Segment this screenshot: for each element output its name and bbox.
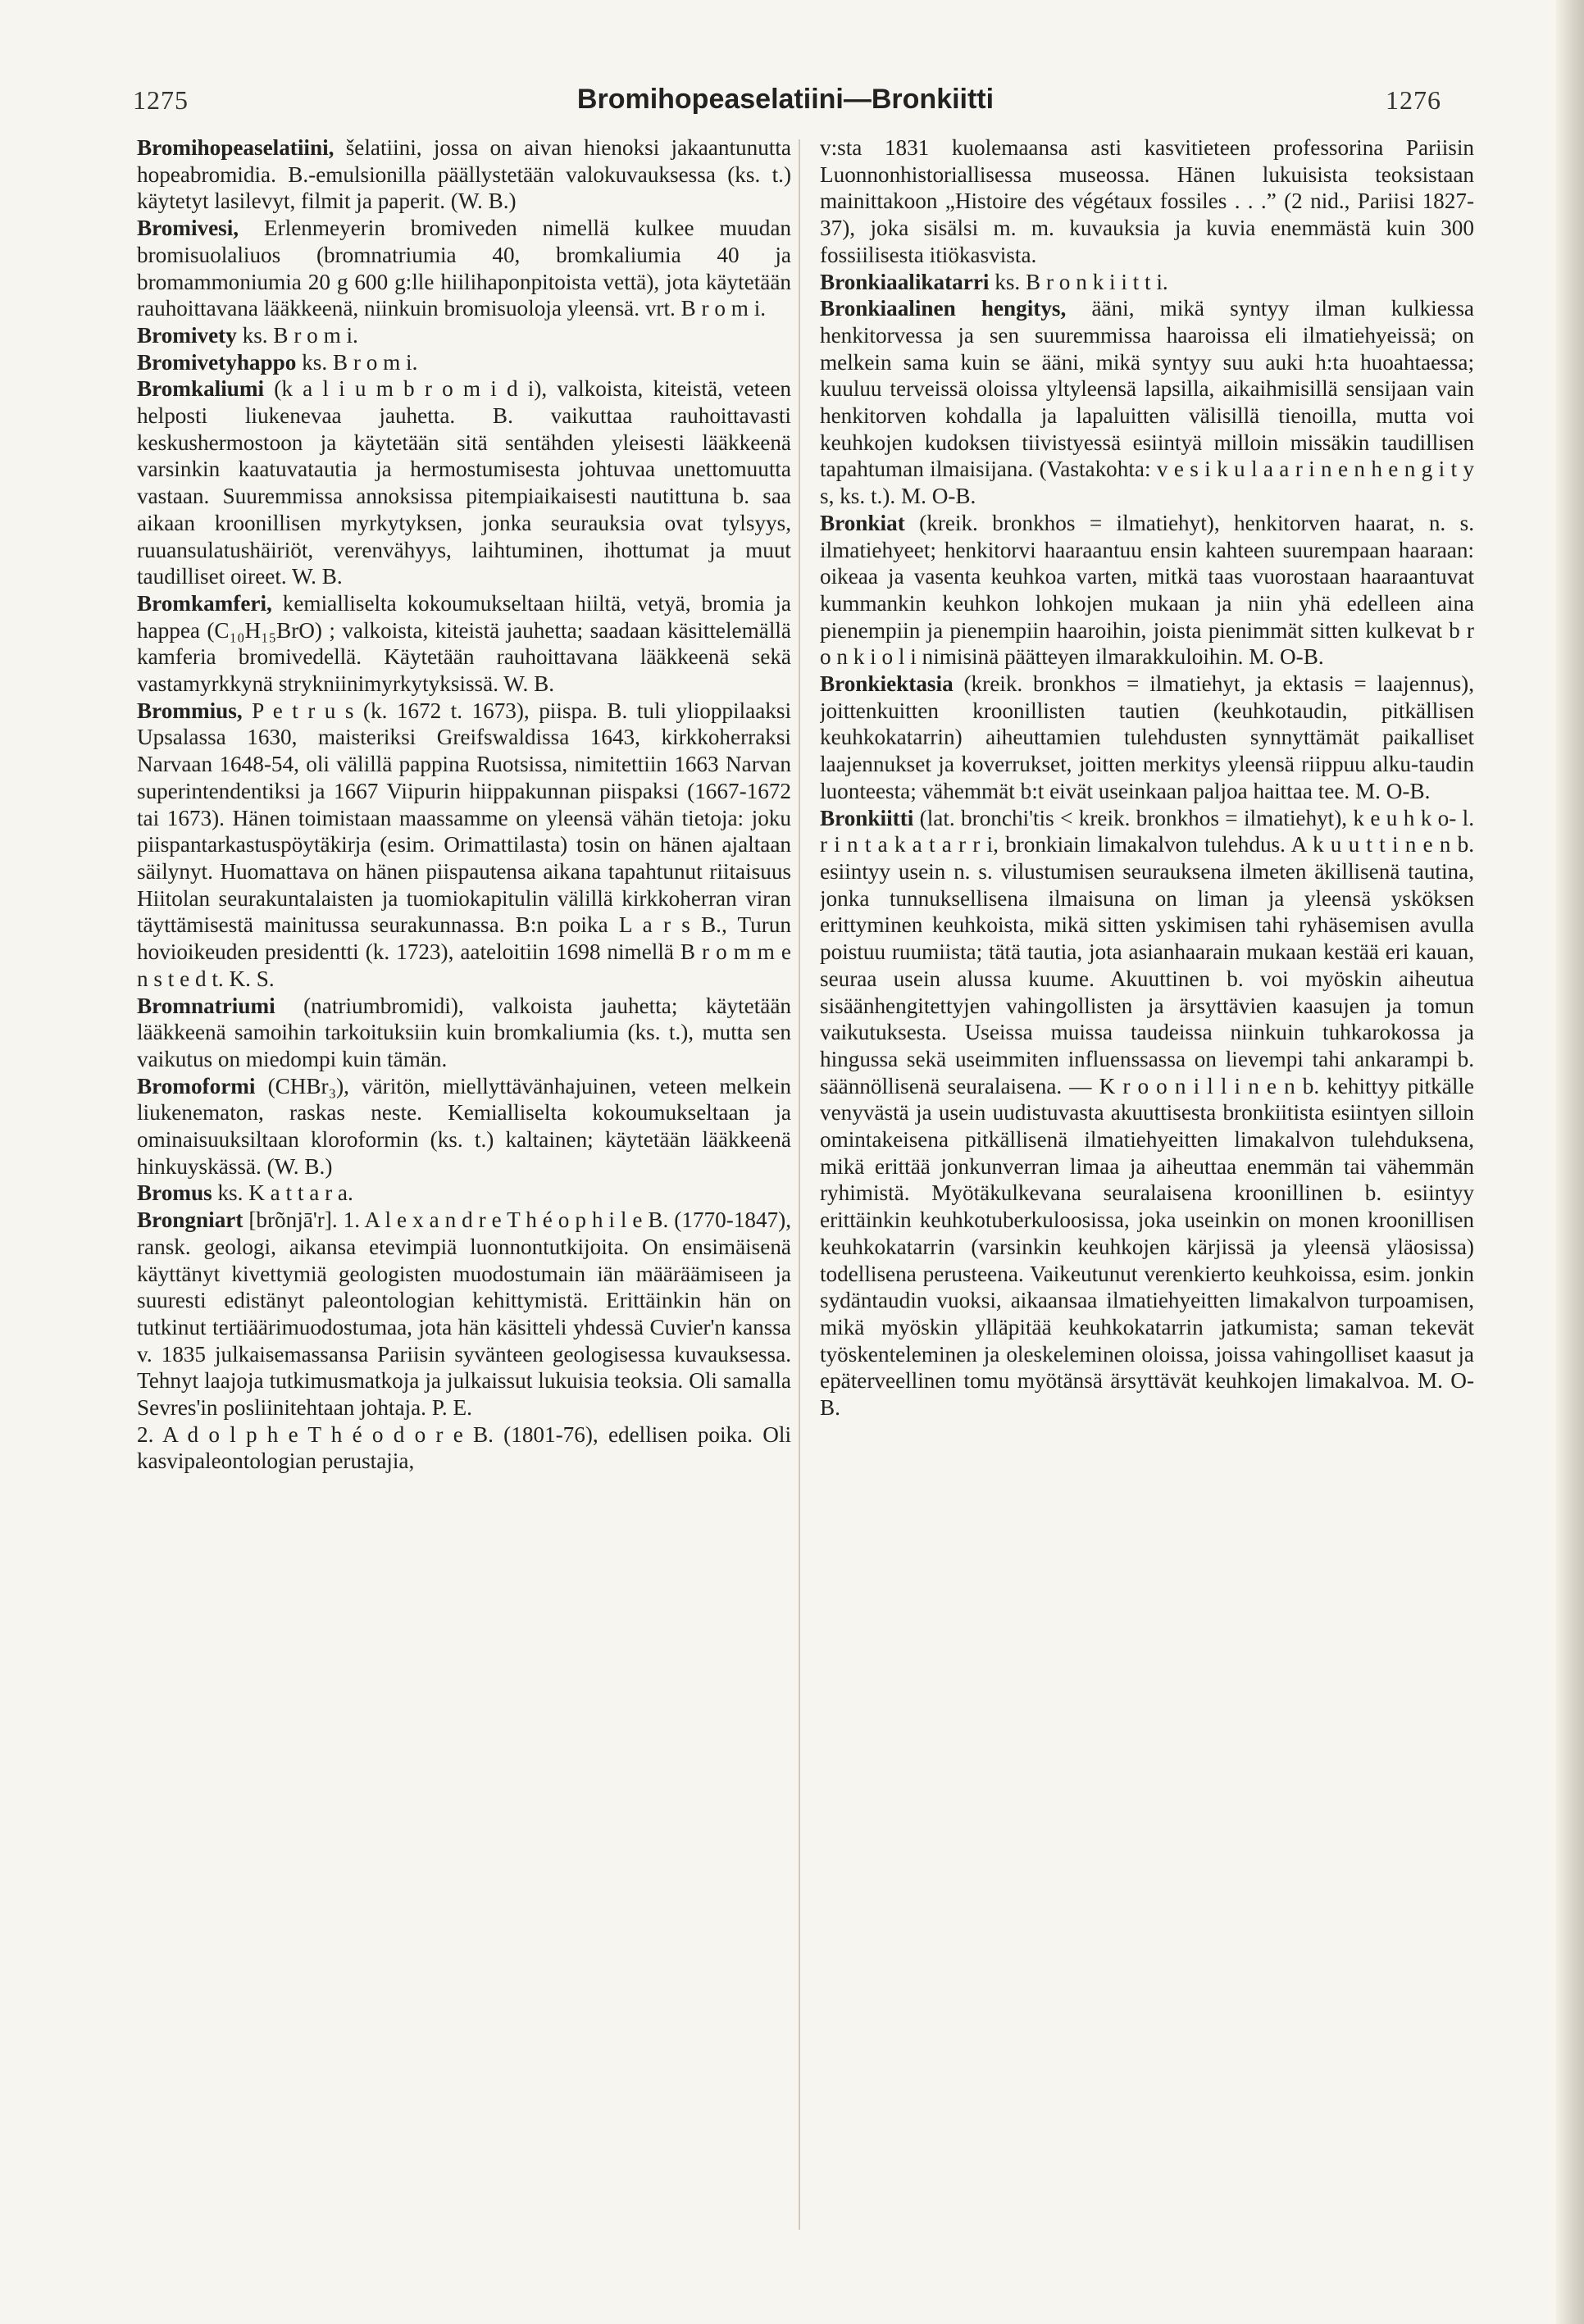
dictionary-entry xyxy=(820,295,1474,510)
entry-headword: Bromus xyxy=(137,1180,212,1206)
entry-text: (lat. bronchi'tis < kreik. bronkhos = ilmatiehyt), k e u h k o- l. r i n t a k a t a r r i, bronkiain limakalvon tulehdus. A k u u t t i n e n b. esiintyy usein n. s. vilustumisen seurauksena ilmeten äkillisenä tautina, jonka tunnuksellisena ilmaisuna on liman ja yleensä ysköksen erittyminen keuhkoista, mikä sitten yskimisen tahi ryhäsemisen avulla poistuu ruumiista; tätä tautia, jota asianhaarain mukaan kestää eri kauan, seuraa usein alussa kuume. Akuuttinen b. voi myöskin aiheutua sisäänhengitettyjen vahingollisten ja ärsyttävien kaasujen ja tomun vaikutuksesta. Useissa muissa taudeissa niinkuin tuhkarokossa ja hingussa sekä useimmiten influenssassa on lievempi tahi ankarampi b. säännöllisenä seuralaisena. — K r o o n i l l i n e n b. kehittyy pitkälle venyvästä ja usein uudistuvasta akuuttisesta bronkiitista esiintyen silloin omintakeisena pitkällisenä ilmatiehyeitten limakalvon tulehduksena, mikä erittää jonkunverran limaa ja aiheuttaa enemmän tai vähemmän ryhimistä. Myötäkulkevana seuralaisena kroonillinen b. esiintyy erittäinkin keuhkotuberkuloosissa, joka useinkin on monen kroonillisen keuhkokatarrin (varsinkin keuhkojen kärjissä ja yleensä yläosissa) todellisena perusteena. Vaikeutunut verenkierto keuhkoissa, esim. jonkin sydäntaudin vuoksi, aikaansaa ilmatiehyeitten limakalvon turpoamisen, mikä myöskin ylläpitää keuhkokatarrin jatkumista; saman tekevät työskenteleminen ja oleskeleminen oloissa, joissa vahingolliset kaasut ja epäterveellinen tomu myötänsä ärsyttävät keuhkojen limakalvoa. M. O-B. xyxy=(820,805,1474,1421)
dictionary-entry xyxy=(137,375,791,590)
entry-headword: Bronkiaalinen hengitys, xyxy=(820,296,1067,321)
dictionary-entry xyxy=(137,590,791,698)
entry-headword: Bronkiektasia xyxy=(820,671,954,697)
page-number-right: 1276 xyxy=(1386,85,1441,115)
entry-text: 2. A d o l p h e T h é o d o r e B. (1801-76), edellisen poika. Oli kasvipaleontologian perustajia, xyxy=(137,1421,791,1474)
entry-headword: Brongniart xyxy=(137,1207,244,1233)
entry-text: (natriumbromidi), valkoista jauhetta; käytetään lääkkeenä samoihin tarkoituksiin kuin bromkaliumia (ks. t.), mutta sen vaikutus on miedompi kuin tämän. xyxy=(137,993,791,1071)
dictionary-entry xyxy=(137,215,791,322)
entry-headword: Bromnatriumi xyxy=(137,993,275,1018)
dictionary-entry xyxy=(137,134,791,215)
page-number-left: 1275 xyxy=(133,85,189,115)
entry-text: šelatiini, jossa on aivan hienoksi jakaantunutta hopeabromidia. B.-emulsionilla päällystetään valokuvauksessa (ks. t.) käytetyt lasilevyt, filmit ja paperit. (W. B.) xyxy=(137,135,791,214)
running-header xyxy=(130,85,1441,125)
left-column xyxy=(137,134,791,2282)
dictionary-entry xyxy=(820,510,1474,671)
entry-text: ääni, mikä syntyy ilman kulkiessa henkitorvessa ja sen suuremmissa haaroissa eli ilmatiehyeissä; on melkein sama kuin se ääni, mikä syntyy suu auki h:ta huoahtaessa; kuuluu terveissä oloissa yltyleensä lapsilla, aikaihmisillä sensijaan vain henkitorven kohdalla ja lapaluitten välisillä tienoilla, mutta voi keuhkojen kudoksen tiivistyessä esiintyä milloin missäkin taudillisen tapahtuman ilmaisijana. (Vastakohta: v e s i k u l a a r i n e n h e n g i t y s, ks. t.). M. O-B. xyxy=(820,296,1474,509)
dictionary-entry xyxy=(820,805,1474,1421)
dictionary-entry xyxy=(820,269,1474,296)
dictionary-entry xyxy=(820,671,1474,805)
entry-headword: Bronkiat xyxy=(820,510,905,535)
dictionary-entry xyxy=(137,1180,791,1207)
dictionary-entry xyxy=(137,1421,791,1475)
dictionary-entry xyxy=(137,1073,791,1180)
entry-headword: Bronkiaalikatarri xyxy=(820,269,990,294)
dictionary-entry xyxy=(137,698,791,993)
entry-headword: Bromivesi, xyxy=(137,216,239,241)
entry-text: [brõnjā'r]. 1. A l e x a n d r e T h é o p h i l e B. (1770-1847), ransk. geologi, aikansa etevimpiä luonnontutkijoita. On ensimäisenä käyttänyt kivettymiä geologisten muodostumain iän määräämiseen ja suuresti edistänyt paleontologian kehittymistä. Erittäinkin hän on tutkinut tertiäärimuodostumaa, jota hän käsitteli yhdessä Cuvier'n kanssa v. 1835 julkaisemassansa Pariisin syvänteen geologisessa kuvauksessa. Tehnyt laajoja tutkimusmatkoja ja julkaissut lukuisia teoksia. Oli samalla Sevres'in posliinitehtaan johtaja. P. E. xyxy=(137,1207,791,1421)
entry-text: kemialliselta kokoumukseltaan hiiltä, vetyä, bromia ja happea (C₁₀H₁₅BrO) ; valkoista, kiteistä jauhetta; saadaan käsittelemällä kamferia bromivedellä. Käytetään rauhoittavana lääkkeenä sekä vastamyrkkynä strykniinimyrkytyksissä. W. B. xyxy=(137,590,791,697)
entry-headword: Brommius, xyxy=(137,698,243,723)
dictionary-entry xyxy=(137,349,791,376)
dictionary-entry xyxy=(137,322,791,349)
column-separator xyxy=(799,139,800,2230)
entry-text: P e t r u s (k. 1672 t. 1673), piispa. B. tuli ylioppilaaksi Upsalassa 1630, maisteriksi Greifswaldissa 1643, kirkkoherraksi Narvaan 1648-54, oli välillä pappina Ruotsissa, nimitettiin 1663 Narvan superintendentiksi ja 1667 Viipurin hiippakunnan piispaksi (1667-1672 tai 1673). Hänen toimistaan maassamme on yleensä vähän tietoja: joku piispantarkastuspöytäkirja (esim. Orimattilasta) tosin on hänen ajaltaan säilynyt. Huomattava on hänen piispautensa aikana tapahtunut riitaisuus Hiitolan seurakuntalaisten ja tuomiokapitulin välillä kirkkoherran viran täyttämisestä mainitussa seurakunnassa. B:n poika L a r s B., Turun hovioikeuden presidentti (k. 1723), aateloitiin 1698 nimellä B r o m m e n s t e d t. K. S. xyxy=(137,698,791,991)
entry-headword: Bromkamferi, xyxy=(137,590,272,616)
entry-headword: Bromoformi xyxy=(137,1073,256,1098)
entry-text: ks. B r o m i. xyxy=(236,322,358,348)
running-title: Bromihopeaselatiini—Bronkiitti xyxy=(576,84,995,115)
entry-text: ks. B r o m i. xyxy=(296,349,418,375)
dictionary-entry xyxy=(137,1207,791,1421)
entry-text: Erlenmeyerin bromiveden nimellä kulkee muudan bromisuolaliuos (bromnatriumia 40, bromkaliumia 40 ja bromammoniumia 20 g 600 g:lle hiilihaponpitoista vettä), jota käytetään rauhoittavana lääkkeenä, niinkuin bromisuoloja yleensä. vrt. B r o m i. xyxy=(137,216,791,321)
entry-text: (kreik. bronkhos = ilmatiehyt, ja ektasis = laajennus), joittenkuitten kroonillisten tautien (keuhkotaudin, pitkällisen keuhkokatarrin) aiheuttamien tulehdusten synnyttämät paikalliset laajennukset ja koverrukset, joitten merkitys yleensä riippuu alku-taudin luonteesta; vähemmät b:t eivät useinkaan paljoa haittaa tee. M. O-B. xyxy=(820,671,1474,803)
dictionary-entry xyxy=(820,134,1474,269)
entry-text: ks. B r o n k i i t t i. xyxy=(989,269,1168,294)
entry-text: (k a l i u m b r o m i d i), valkoista, kiteistä, veteen helposti liukenevaa jauhetta. B. vaikuttaa rauhoittavasti keskushermostoon ja käytetään sitä sentähden yleisesti lääkkeenä varsinkin kaatuvatautia ja hermostumisesta johtuvaa unettomuutta vastaan. Suuremmissa annoksissa pitempiaikaisesti nautittuna b. saa aikaan kroonillisen myrkytyksen, jonka seurauksia ovat tylsyys, ruuansulatushäiriöt, verenvähyys, laihtuminen, ihottumat ja muut taudilliset oireet. W. B. xyxy=(137,376,791,589)
entry-text: (CHBr₃), väritön, miellyttävänhajuinen, veteen melkein liukenematon, raskas neste. Kemialliselta kokoumukseltaan ja ominaisuuksiltaan kloroformin (ks. t.) kaltainen; käytetään lääkkeenä hinkuyskässä. (W. B.) xyxy=(137,1073,791,1179)
entry-headword: Bromivetyhappo xyxy=(137,349,297,375)
dictionary-entry xyxy=(137,993,791,1073)
entry-text: v:sta 1831 kuolemaansa asti kasvitieteen professorina Pariisin Luonnonhistoriallisessa museossa. Hänen lukuisista teoksistaan mainittakoon „Histoire des végétaux fossiles . . .” (2 nid., Pariisi 1827-37), joka sisälsi m. m. kuvauksia ja kuvia enemmästä kuin 300 fossiilisesta itiökasvista. xyxy=(820,135,1474,267)
right-column xyxy=(820,134,1474,2282)
page-edge-shadow xyxy=(1556,0,1584,2324)
entry-headword: Bromkaliumi xyxy=(137,376,265,402)
entry-text: ks. K a t t a r a. xyxy=(212,1180,353,1206)
entry-headword: Bromivety xyxy=(137,322,237,348)
entry-headword: Bromihopeaselatiini, xyxy=(137,135,335,160)
entry-headword: Bronkiitti xyxy=(820,805,914,830)
entry-text: (kreik. bronkhos = ilmatiehyt), henkitorven haarat, n. s. ilmatiehyeet; henkitorvi haaraantuu ensin kahteen suurempaan haaraan: oikeaa ja vasenta keuhkoa varten, mitkä taas vuorostaan haaraantuvat kummankin keuhkon lohkojen mukaan ja niin yhä edelleen aina pienempiin ja pienempiin haaroihin, joista pienimmät sitten kulkevat b r o n k i o l i nimisinä päätteyen ilmarakkuloihin. M. O-B. xyxy=(820,510,1474,670)
